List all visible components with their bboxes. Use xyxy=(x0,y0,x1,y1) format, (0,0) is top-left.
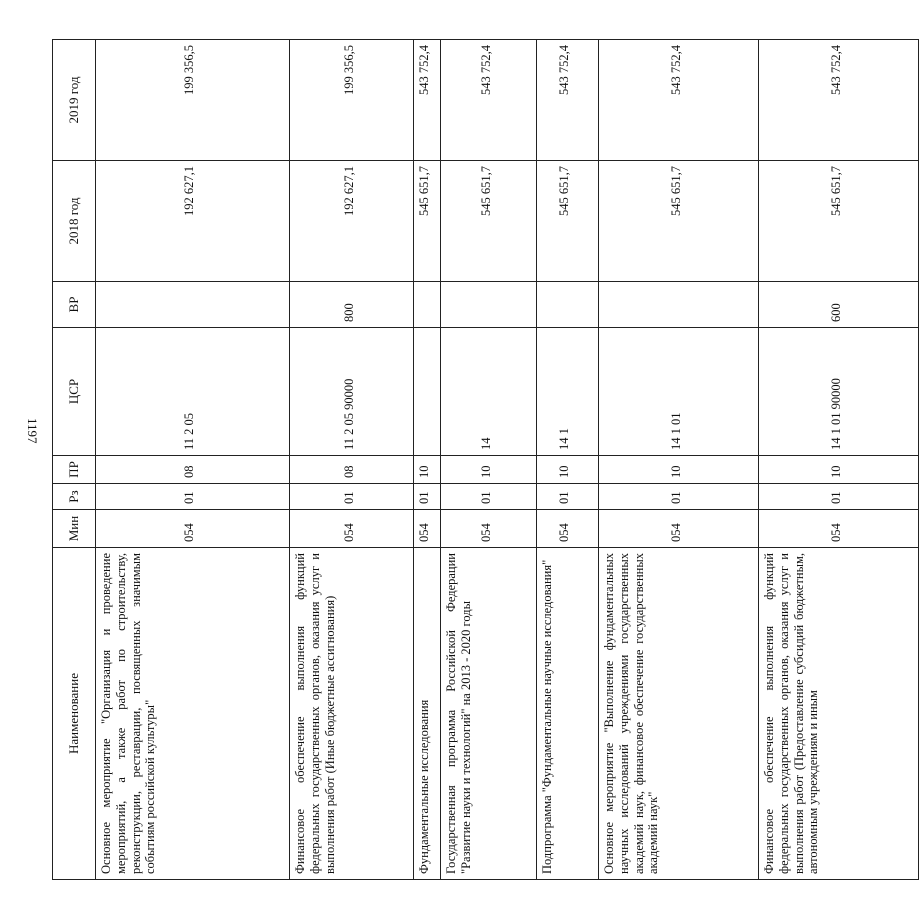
budget-table xyxy=(52,39,919,880)
row-csr: 14 1 01 90000 xyxy=(759,328,919,456)
table-header-row xyxy=(53,40,96,880)
header-name: Наименование xyxy=(53,548,96,880)
row-csr: 14 1 xyxy=(537,328,599,456)
row-min: 054 xyxy=(537,510,599,548)
row-vr xyxy=(537,282,599,328)
row-2019: 543 752,4 xyxy=(441,40,537,161)
row-vr xyxy=(414,282,441,328)
row-csr: 14 1 01 xyxy=(599,328,759,456)
row-pr: 10 xyxy=(441,456,537,484)
row-name: Финансовое обеспечение выполнения функций федеральных государственных органов, оказания услуг и выполнения работ (Предоставление субсидий бюджетным, автономным учреждениям и иным xyxy=(759,548,919,880)
row-rz: 01 xyxy=(537,484,599,510)
row-pr: 08 xyxy=(96,456,290,484)
row-2018: 192 627,1 xyxy=(96,161,290,282)
row-2018: 545 651,7 xyxy=(414,161,441,282)
row-vr xyxy=(599,282,759,328)
page-number xyxy=(22,418,42,444)
row-vr xyxy=(96,282,290,328)
row-2019: 543 752,4 xyxy=(599,40,759,161)
row-2018: 192 627,1 xyxy=(290,161,414,282)
table-row xyxy=(537,40,599,880)
table-row xyxy=(759,40,919,880)
row-name: Фундаментальные исследования xyxy=(414,548,441,880)
row-rz: 01 xyxy=(599,484,759,510)
page-number-text: 1197 xyxy=(25,418,40,444)
row-min: 054 xyxy=(599,510,759,548)
row-pr: 08 xyxy=(290,456,414,484)
row-2019: 199 356,5 xyxy=(96,40,290,161)
row-min: 054 xyxy=(290,510,414,548)
header-vr: ВР xyxy=(53,282,96,328)
row-rz: 01 xyxy=(96,484,290,510)
row-rz: 01 xyxy=(441,484,537,510)
row-name: Подпрограмма "Фундаментальные научные исследования" xyxy=(537,548,599,880)
header-2018: 2018 год xyxy=(53,161,96,282)
row-name: Основное мероприятие "Организация и проведение мероприятий, а также работ по строительству, реконструкции, реставрации, посвященных значимым событиям российской культуры" xyxy=(96,548,290,880)
row-2018: 545 651,7 xyxy=(537,161,599,282)
header-rz: Рз xyxy=(53,484,96,510)
header-min: Мин xyxy=(53,510,96,548)
rotated-table-container xyxy=(52,40,843,880)
row-csr: 11 2 05 xyxy=(96,328,290,456)
row-name: Финансовое обеспечение выполнения функций федеральных государственных органов, оказания услуг и выполнения работ (Иные бюджетные ассигнования) xyxy=(290,548,414,880)
row-rz: 01 xyxy=(759,484,919,510)
table-row xyxy=(290,40,414,880)
row-2018: 545 651,7 xyxy=(759,161,919,282)
row-name: Государственная программа Российской Федерации "Развитие науки и технологий" на 2013 - 2020 годы xyxy=(441,548,537,880)
row-min: 054 xyxy=(96,510,290,548)
row-2018: 545 651,7 xyxy=(441,161,537,282)
row-pr: 10 xyxy=(759,456,919,484)
header-csr: ЦСР xyxy=(53,328,96,456)
row-2018: 545 651,7 xyxy=(599,161,759,282)
row-csr: 11 2 05 90000 xyxy=(290,328,414,456)
row-min: 054 xyxy=(759,510,919,548)
row-name: Основное мероприятие "Выполнение фундаментальных научных исследований учреждениями государственных академий наук, финансовое обеспечение государственных академий наук" xyxy=(599,548,759,880)
header-2019: 2019 год xyxy=(53,40,96,161)
row-2019: 543 752,4 xyxy=(537,40,599,161)
row-rz: 01 xyxy=(414,484,441,510)
row-vr xyxy=(441,282,537,328)
header-pr: ПР xyxy=(53,456,96,484)
row-min: 054 xyxy=(441,510,537,548)
row-2019: 543 752,4 xyxy=(759,40,919,161)
row-csr: 14 xyxy=(441,328,537,456)
row-rz: 01 xyxy=(290,484,414,510)
row-pr: 10 xyxy=(414,456,441,484)
row-csr xyxy=(414,328,441,456)
row-vr: 800 xyxy=(290,282,414,328)
row-pr: 10 xyxy=(599,456,759,484)
row-pr: 10 xyxy=(537,456,599,484)
table-row xyxy=(414,40,441,880)
table-row xyxy=(96,40,290,880)
row-2019: 199 356,5 xyxy=(290,40,414,161)
row-min: 054 xyxy=(414,510,441,548)
table-row xyxy=(599,40,759,880)
row-vr: 600 xyxy=(759,282,919,328)
row-2019: 543 752,4 xyxy=(414,40,441,161)
table-row xyxy=(441,40,537,880)
